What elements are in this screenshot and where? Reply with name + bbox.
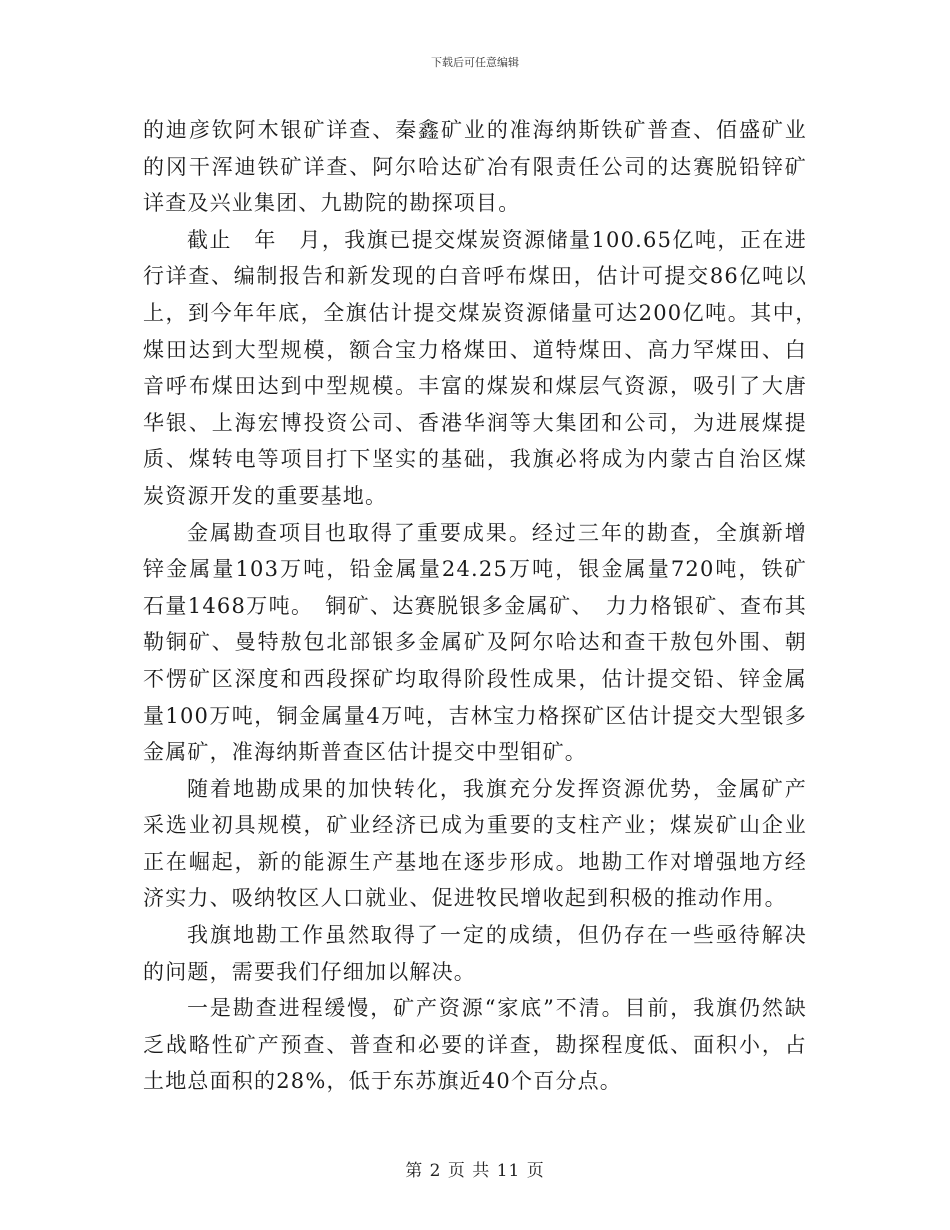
paragraph-2: 截止 年 月，我旗已提交煤炭资源储量100.65亿吨，正在进行详查、编制报告和新发现的白音呼布煤田，估计可提交86亿吨以上，到今年年底，全旗估计提交煤炭资源储量可达200亿吨。其中， 煤田达到大型规模，额合宝力格煤田、道特煤田、高力罕煤田、白音呼布煤田达到中型规模。丰富的煤炭和煤层气资源，吸引了大唐华银、上海宏博投资公司、香港华润等大集团和公司，为进展煤提质、煤转电等项目打下坚实的基础，我旗必将成为内蒙古自治区煤炭资源开发的重要基地。 xyxy=(143,227,830,508)
paragraph-4: 随着地勘成果的加快转化，我旗充分发挥资源优势，金属矿产采选业初具规模，矿业经济已成为重要的支柱产业；煤炭矿山企业正在崛起，新的能源生产基地在逐步形成。地勘工作对增强地方经济实力、吸纳牧区人口就业、促进牧民增收起到积极的推动作用。 xyxy=(143,776,807,911)
document-body xyxy=(143,112,830,1100)
paragraph-3: 金属勘查项目也取得了重要成果。经过三年的勘查，全旗新增锌金属量103万吨，铅金属量24.25万吨，银金属量720吨，铁矿石量1468万吨。 铜矿、达赛脱银多金属矿、 力力格银矿、查布其勒铜矿、曼特敖包北部银多金属矿及阿尔哈达和查干敖包外围、朝不愣矿区深度和西段探矿均取得阶段性成果，估计提交铅、锌金属量100万吨，铜金属量4万吨，吉林宝力格探矿区估计提交大型银多金属矿，准海纳斯普查区估计提交中型钼矿。 xyxy=(143,520,807,765)
paragraph-1: 的迪彦钦阿木银矿详查、秦鑫矿业的准海纳斯铁矿普查、佰盛矿业的冈干浑迪铁矿详查、阿尔哈达矿冶有限责任公司的达赛脱铅锌矿详查及兴业集团、九勘院的勘探项目。 xyxy=(143,118,807,216)
paragraph-5: 我旗地勘工作虽然取得了一定的成绩，但仍存在一些亟待解决的问题，需要我们仔细加以解决。 xyxy=(143,923,807,984)
page-footer: 第 2 页 共 11 页 xyxy=(405,1161,545,1181)
paragraph-6: 一是勘查进程缓慢，矿产资源“家底”不清。目前，我旗仍然缺乏战略性矿产预查、普查和必要的详查，勘探程度低、面积小，占土地总面积的28%，低于东苏旗近40个百分点。 xyxy=(143,996,807,1094)
page-header: 下载后可任意编辑 xyxy=(431,56,519,69)
